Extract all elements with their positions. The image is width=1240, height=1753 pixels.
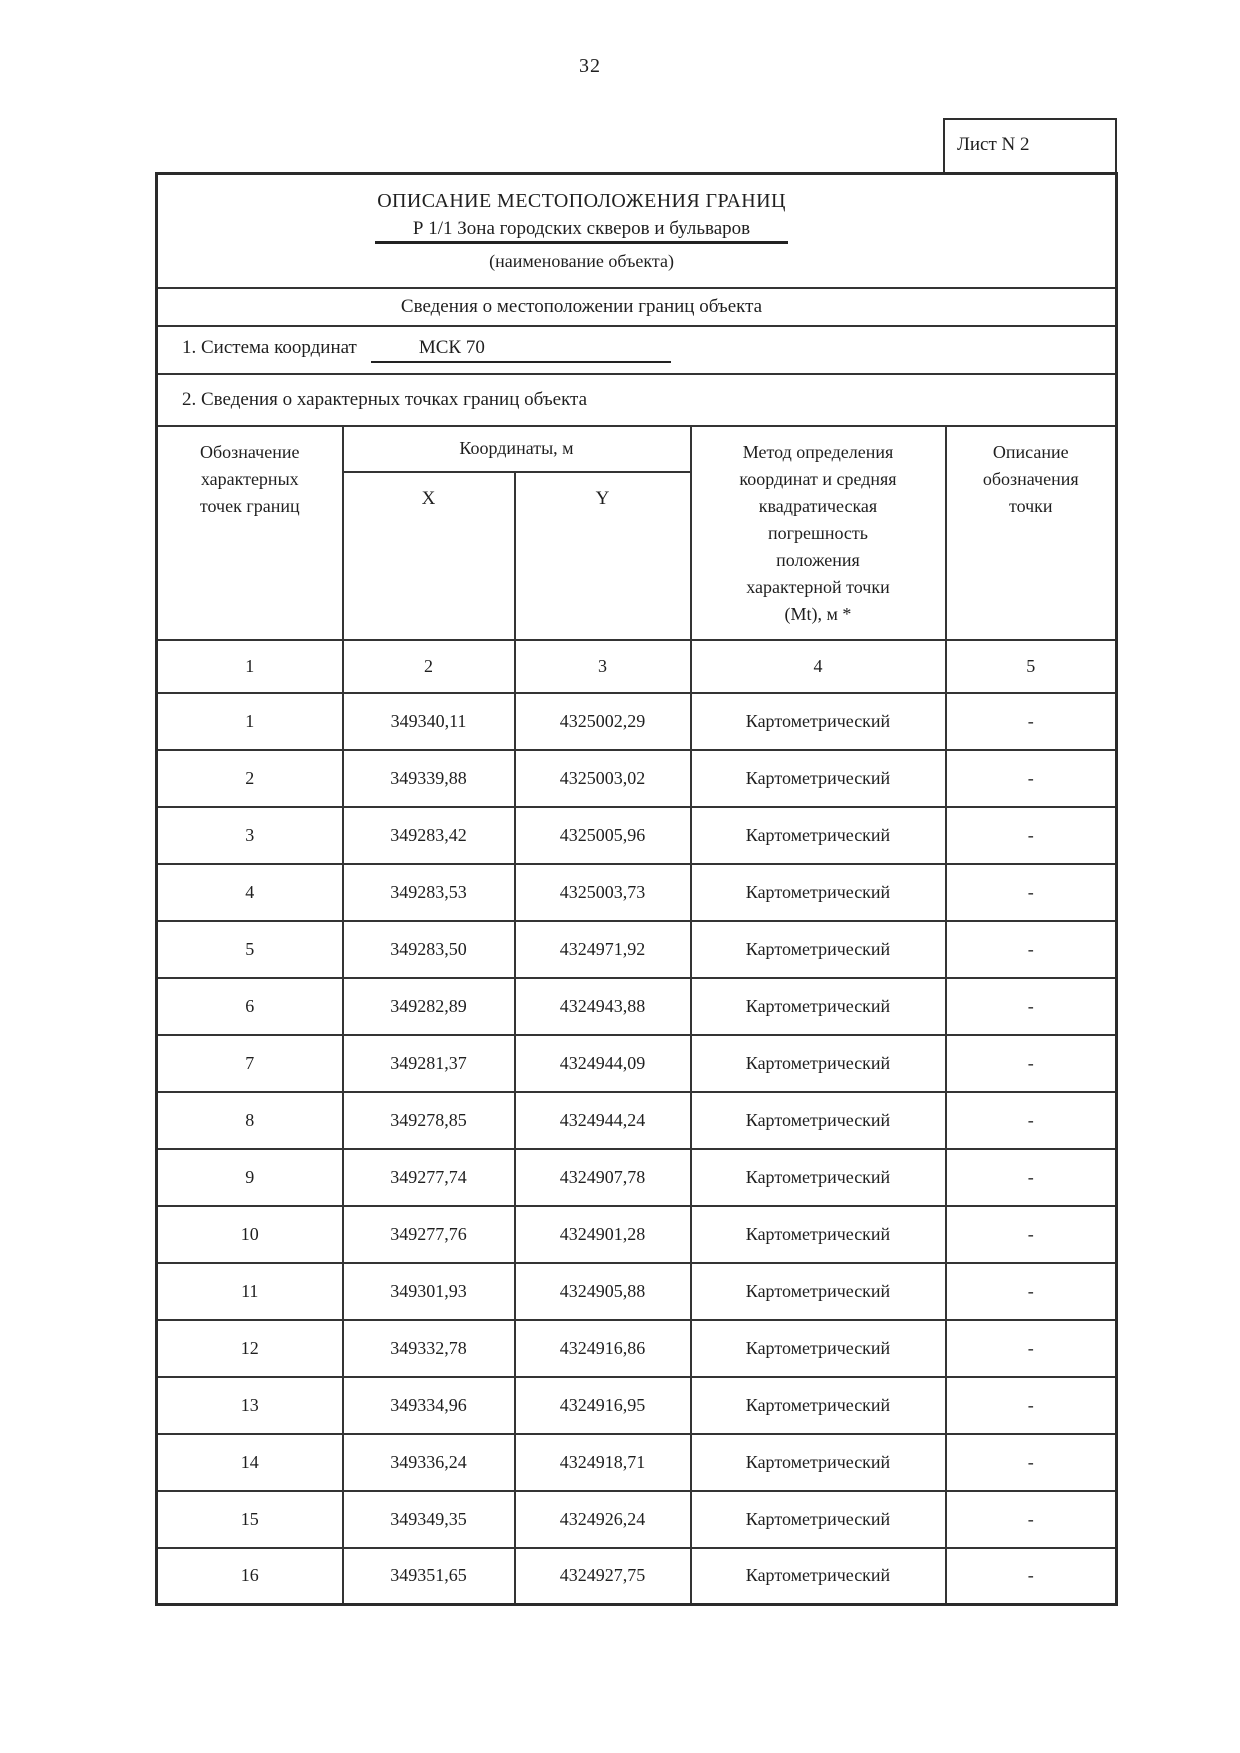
- method-cell: Картометрический: [691, 807, 946, 864]
- y-coordinate-cell: 4324916,95: [515, 1377, 691, 1434]
- x-coordinate-cell: 349332,78: [343, 1320, 515, 1377]
- sheet-number-label: Лист N 2: [957, 134, 1030, 155]
- column-numbers-row: [157, 640, 1117, 693]
- column-number-4: 4: [691, 640, 946, 693]
- x-coordinate-cell: 349339,88: [343, 750, 515, 807]
- x-coordinate-cell: 349282,89: [343, 978, 515, 1035]
- header-x: X: [343, 472, 515, 640]
- points-section-row: [157, 374, 1117, 426]
- y-coordinate-cell: 4324944,24: [515, 1092, 691, 1149]
- table-row: [157, 1377, 1117, 1434]
- x-coordinate-cell: 349283,42: [343, 807, 515, 864]
- y-coordinate-cell: 4324918,71: [515, 1434, 691, 1491]
- description-cell: -: [946, 978, 1117, 1035]
- method-cell: Картометрический: [691, 1377, 946, 1434]
- x-coordinate-cell: 349277,76: [343, 1206, 515, 1263]
- point-number-cell: 3: [157, 807, 343, 864]
- table-row: [157, 1548, 1117, 1605]
- x-coordinate-cell: 349278,85: [343, 1092, 515, 1149]
- method-cell: Картометрический: [691, 978, 946, 1035]
- y-coordinate-cell: 4324927,75: [515, 1548, 691, 1605]
- coordinate-system-label: 1. Система координат: [182, 336, 357, 358]
- method-cell: Картометрический: [691, 1149, 946, 1206]
- coordinate-system-row: [157, 326, 1117, 374]
- y-coordinate-cell: 4324926,24: [515, 1491, 691, 1548]
- x-coordinate-cell: 349340,11: [343, 693, 515, 750]
- x-coordinate-cell: 349277,74: [343, 1149, 515, 1206]
- x-coordinate-cell: 349283,50: [343, 921, 515, 978]
- method-cell: Картометрический: [691, 1320, 946, 1377]
- point-number-cell: 15: [157, 1491, 343, 1548]
- description-cell: -: [946, 1548, 1117, 1605]
- point-number-cell: 5: [157, 921, 343, 978]
- page-number: 32: [579, 55, 601, 77]
- table-row: [157, 1491, 1117, 1548]
- table-row: [157, 807, 1117, 864]
- y-coordinate-cell: 4324916,86: [515, 1320, 691, 1377]
- table-header-row: [157, 426, 1117, 472]
- x-coordinate-cell: 349334,96: [343, 1377, 515, 1434]
- method-cell: Картометрический: [691, 1548, 946, 1605]
- description-cell: -: [946, 921, 1117, 978]
- point-number-cell: 9: [157, 1149, 343, 1206]
- header-y: Y: [515, 472, 691, 640]
- table-row: [157, 1149, 1117, 1206]
- point-number-cell: 6: [157, 978, 343, 1035]
- x-coordinate-cell: 349283,53: [343, 864, 515, 921]
- description-cell: -: [946, 1434, 1117, 1491]
- y-coordinate-cell: 4324943,88: [515, 978, 691, 1035]
- method-cell: Картометрический: [691, 1206, 946, 1263]
- description-cell: -: [946, 807, 1117, 864]
- method-cell: Картометрический: [691, 1434, 946, 1491]
- location-info-heading: Сведения о местоположении границ объекта: [157, 288, 1117, 326]
- boundary-description-table: [155, 172, 1118, 1606]
- table-row: [157, 1092, 1117, 1149]
- y-coordinate-cell: 4324901,28: [515, 1206, 691, 1263]
- table-row: [157, 1206, 1117, 1263]
- sheet-number-box: [943, 118, 1117, 174]
- method-cell: Картометрический: [691, 1035, 946, 1092]
- point-number-cell: 11: [157, 1263, 343, 1320]
- description-cell: -: [946, 1263, 1117, 1320]
- y-coordinate-cell: 4324907,78: [515, 1149, 691, 1206]
- method-cell: Картометрический: [691, 693, 946, 750]
- method-cell: Картометрический: [691, 1491, 946, 1548]
- y-coordinate-cell: 4325003,73: [515, 864, 691, 921]
- table-row: [157, 1320, 1117, 1377]
- x-coordinate-cell: 349281,37: [343, 1035, 515, 1092]
- y-coordinate-cell: 4325003,02: [515, 750, 691, 807]
- description-cell: -: [946, 1206, 1117, 1263]
- y-coordinate-cell: 4325005,96: [515, 807, 691, 864]
- object-name: Р 1/1 Зона городских скверов и бульваров: [375, 218, 788, 244]
- point-number-cell: 4: [157, 864, 343, 921]
- description-cell: -: [946, 693, 1117, 750]
- description-cell: -: [946, 1149, 1117, 1206]
- table-row: [157, 864, 1117, 921]
- header-point-designation: Обозначение характерных точек границ: [157, 426, 343, 640]
- description-cell: -: [946, 1035, 1117, 1092]
- points-rows: [157, 693, 1117, 1605]
- point-number-cell: 16: [157, 1548, 343, 1605]
- title-cell: [157, 174, 1117, 288]
- point-number-cell: 2: [157, 750, 343, 807]
- x-coordinate-cell: 349336,24: [343, 1434, 515, 1491]
- method-cell: Картометрический: [691, 750, 946, 807]
- points-section-heading: 2. Сведения о характерных точках границ объекта: [157, 374, 1117, 426]
- header-method: Метод определения координат и средняя квадратическая погрешность положения характерной точки (Mt), м *: [691, 426, 946, 640]
- table-row: [157, 750, 1117, 807]
- table-row: [157, 1035, 1117, 1092]
- method-cell: Картометрический: [691, 921, 946, 978]
- location-info-row: [157, 288, 1117, 326]
- table-row: [157, 693, 1117, 750]
- coordinate-system-value: МСК 70: [371, 337, 671, 363]
- coordinate-system-cell: [157, 326, 1117, 374]
- x-coordinate-cell: 349351,65: [343, 1548, 515, 1605]
- description-cell: -: [946, 1491, 1117, 1548]
- x-coordinate-cell: 349301,93: [343, 1263, 515, 1320]
- point-number-cell: 12: [157, 1320, 343, 1377]
- column-number-5: 5: [946, 640, 1117, 693]
- point-number-cell: 14: [157, 1434, 343, 1491]
- header-description: Описание обозначения точки: [946, 426, 1117, 640]
- document-title: ОПИСАНИЕ МЕСТОПОЛОЖЕНИЯ ГРАНИЦ: [377, 189, 786, 212]
- method-cell: Картометрический: [691, 1263, 946, 1320]
- description-cell: -: [946, 864, 1117, 921]
- title-row: [157, 174, 1117, 288]
- description-cell: -: [946, 1092, 1117, 1149]
- table-row: [157, 1263, 1117, 1320]
- method-cell: Картометрический: [691, 864, 946, 921]
- point-number-cell: 7: [157, 1035, 343, 1092]
- point-number-cell: 10: [157, 1206, 343, 1263]
- point-number-cell: 8: [157, 1092, 343, 1149]
- x-coordinate-cell: 349349,35: [343, 1491, 515, 1548]
- column-number-2: 2: [343, 640, 515, 693]
- table-row: [157, 978, 1117, 1035]
- description-cell: -: [946, 750, 1117, 807]
- header-coordinates-group: Координаты, м: [343, 426, 691, 472]
- table-row: [157, 1434, 1117, 1491]
- column-number-3: 3: [515, 640, 691, 693]
- y-coordinate-cell: 4324971,92: [515, 921, 691, 978]
- y-coordinate-cell: 4324944,09: [515, 1035, 691, 1092]
- column-number-1: 1: [157, 640, 343, 693]
- y-coordinate-cell: 4325002,29: [515, 693, 691, 750]
- table-row: [157, 921, 1117, 978]
- y-coordinate-cell: 4324905,88: [515, 1263, 691, 1320]
- point-number-cell: 1: [157, 693, 343, 750]
- object-name-caption: (наименование объекта): [489, 250, 674, 271]
- description-cell: -: [946, 1320, 1117, 1377]
- point-number-cell: 13: [157, 1377, 343, 1434]
- method-cell: Картометрический: [691, 1092, 946, 1149]
- description-cell: -: [946, 1377, 1117, 1434]
